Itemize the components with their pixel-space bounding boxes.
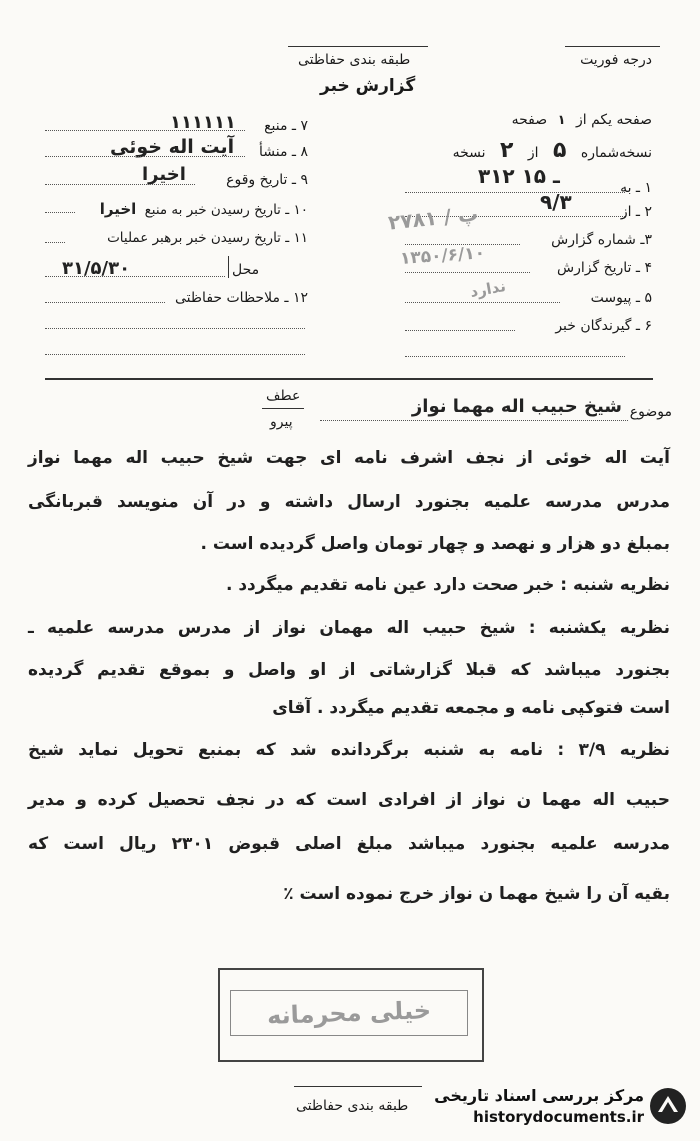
occurrence-value: اخیرا [142, 164, 186, 185]
classification-label: طبقه بندی حفاظتی [298, 52, 411, 68]
occurrence-line [45, 184, 195, 185]
body-line-9: حبیب اله مهما ن نواز از افرادی است که در نجف تحصیل کرده و مدیر [28, 790, 670, 810]
page-label: صفحه یکم از ۱ صفحه [511, 112, 652, 128]
origin-value: آیت اله خوئی [110, 136, 235, 158]
body-line-8: نظریه ۳/۹ : نامه به شنبه برگردانده شد که بمنبع تحویل نماید شیخ [28, 740, 670, 760]
urgency-rule [565, 46, 660, 47]
notes-label: ۱۲ ـ ملاحظات حفاظتی [175, 290, 308, 306]
received-source-label: ۱۰ ـ تاریخ رسیدن خبر به منبع اخیرا [99, 200, 308, 218]
recipients-label: ۶ ـ گیرندگان خبر [555, 318, 652, 334]
attachment-label: ۵ ـ پیوست [590, 290, 652, 306]
report-date-line [405, 272, 530, 273]
source-label: ۷ ـ منبع [264, 118, 308, 134]
body-line-11: بقیه آن را شیخ مهما ن نواز خرج نموده است ٪ [283, 884, 670, 904]
notes-line-1 [45, 302, 165, 303]
copy-total: ۲ [499, 138, 514, 163]
notes-line-3 [45, 354, 305, 355]
ref-label: عطف [266, 388, 301, 404]
report-no-value: ۲۷۸۱ / پ [386, 201, 480, 235]
ref-rule [262, 408, 304, 409]
follow-label: پیرو [270, 414, 293, 430]
attachment-line [405, 302, 560, 303]
watermark-url: historydocuments.ir [473, 1108, 644, 1126]
classification-rule [288, 46, 428, 47]
header-divider [45, 378, 653, 380]
body-line-10: مدرسه علمیه بجنورد میباشد مبلغ اصلی قبوض ۲۳۰۱ ریال است که [28, 834, 670, 854]
source-line [45, 130, 245, 131]
form-title: گزارش خبر [320, 76, 416, 96]
copy-number: ۵ [552, 138, 567, 163]
page-total: ۱ [557, 113, 566, 128]
recipients-line-2 [405, 356, 625, 357]
subject-value: شیخ حبیب اله مهما نواز [411, 396, 622, 417]
watermark-title: مرکز بررسی اسناد تاریخی [434, 1086, 644, 1105]
place-line [45, 276, 225, 277]
source-value: ۱۱۱۱۱۱ [170, 112, 236, 133]
from-value: ۹/۳ [540, 190, 572, 214]
place-bracket [228, 256, 265, 278]
body-line-2: مدرس مدرسه علمیه بجنورد ارسال داشته و در آن منویسد قبربانگی [28, 492, 670, 512]
urgency-label: درجه فوریت [580, 52, 652, 68]
body-line-3: بمبلغ دو هزار و نهصد و چهار تومان واصل گردیده است . [200, 534, 670, 554]
attachment-value: ندارد [468, 277, 508, 301]
body-line-4: نظریه شنبه : خبر صحت دارد عین نامه تقدیم میگردد . [225, 575, 670, 595]
watermark [420, 1082, 692, 1132]
stamp-inner [230, 990, 468, 1036]
place-label: محل [232, 262, 260, 278]
origin-line [45, 156, 245, 157]
to-line [405, 192, 625, 193]
received-source-value: اخیرا [99, 200, 137, 218]
body-line-7: است فتوکپی نامه و مجمعه تقدیم میگردد . آقای [272, 698, 670, 718]
body-line-1: آیت اله خوئی از نجف اشرف نامه ای جهت شیخ حبیب اله مهما نواز [28, 448, 670, 468]
footer-rule [294, 1086, 422, 1087]
watermark-logo-icon [648, 1086, 688, 1126]
body-line-6: بجنورد میباشد که قبلا گزارشاتی از او واصل و بموقع تقدیم گردیده [28, 660, 670, 680]
from-label: ۲ ـ از [620, 204, 652, 220]
copy-row: نسخه‌شماره ۵ از ۲ نسخه [452, 138, 652, 163]
subject-line [320, 420, 628, 421]
stamp-box [218, 968, 484, 1062]
notes-line-2 [45, 328, 305, 329]
received-source-line [45, 212, 75, 213]
report-date-value: ۱۳۵۰/۶/۱۰ [399, 243, 486, 269]
received-ops-label: ۱۱ ـ تاریخ رسیدن خبر برهبر عملیات [107, 230, 308, 246]
recipients-line-1 [405, 330, 515, 331]
body-line-5: نظریه یکشنبه : شیخ حبیب اله مهمان نواز از مدرس مدرسه علمیه ـ [28, 618, 670, 638]
stamp-text: خیلی محرمانه [266, 996, 432, 1030]
report-no-label: ۳ـ شماره گزارش [551, 232, 652, 248]
place-value: ۳۱/۵/۳۰ [62, 258, 131, 279]
to-value: ۳۱۲ ـ ۱۵ [478, 164, 560, 188]
footer-classification-label: طبقه بندی حفاظتی [296, 1098, 409, 1114]
origin-label: ۸ ـ منشأ [258, 144, 308, 160]
to-label: ۱ ـ به [620, 180, 652, 196]
received-ops-line [45, 242, 65, 243]
report-date-label: ۴ ـ تاریخ گزارش [557, 260, 652, 276]
subject-label: موضوع [629, 404, 672, 420]
occurrence-label: ۹ ـ تاریخ وقوع [226, 172, 308, 188]
